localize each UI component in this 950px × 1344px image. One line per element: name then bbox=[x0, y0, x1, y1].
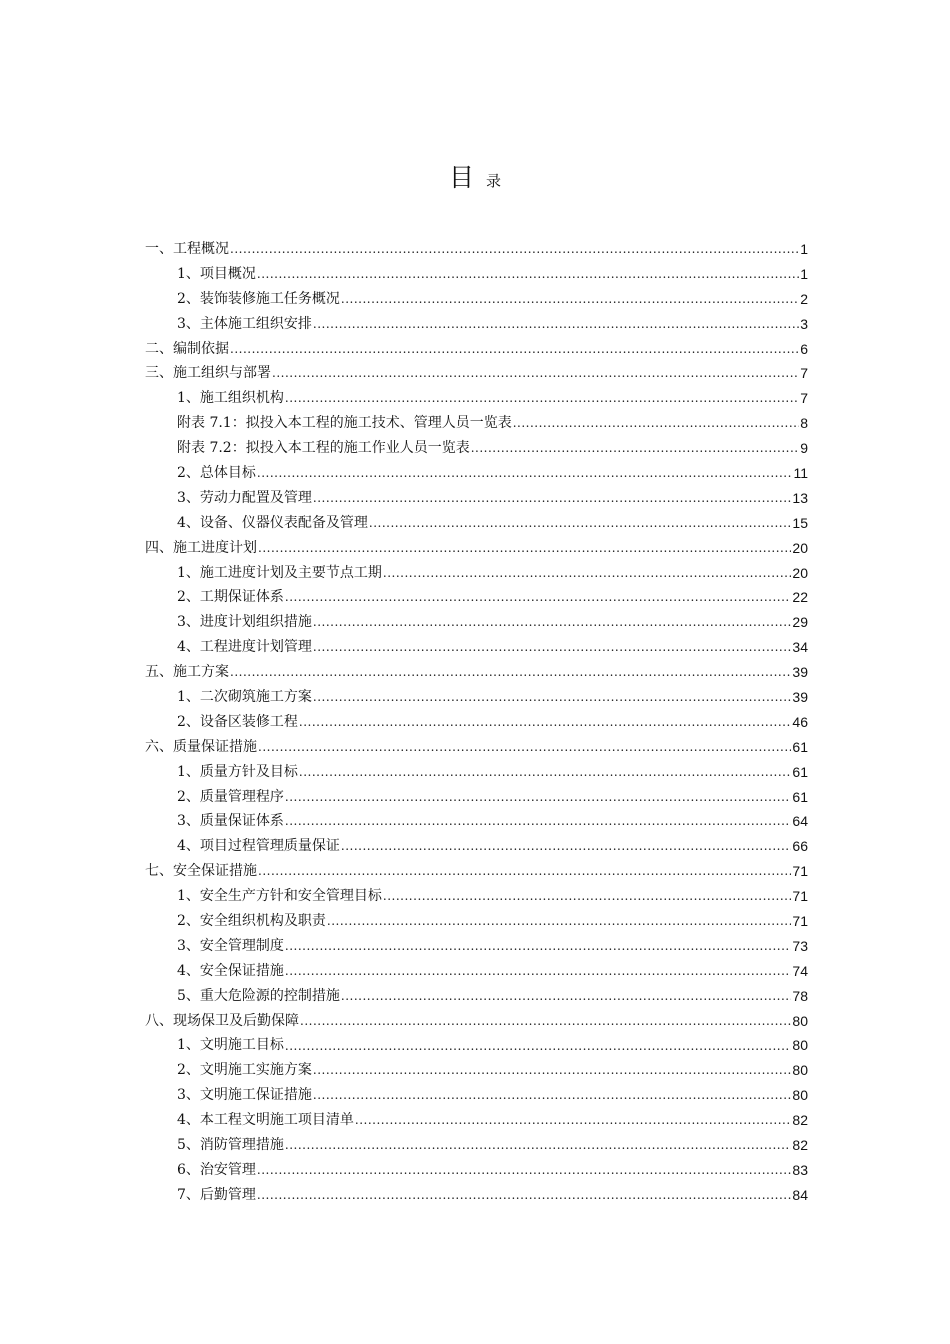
toc-entry-text: 5、重大危险源的控制措施 bbox=[177, 987, 340, 1004]
toc-entry-subsection[interactable] bbox=[145, 386, 808, 411]
toc-entry-text: 一、工程概况 bbox=[145, 240, 229, 257]
toc-entry-text: 二、编制依据 bbox=[145, 340, 229, 357]
toc-entry-section[interactable] bbox=[145, 237, 808, 262]
toc-entry-text: 4、设备、仪器仪表配备及管理 bbox=[177, 514, 368, 531]
toc-entry-page-number: 71 bbox=[792, 888, 808, 905]
toc-entry-text: 1、施工进度计划及主要节点工期 bbox=[177, 564, 382, 581]
toc-entry-text: 3、质量保证体系 bbox=[177, 813, 284, 830]
toc-entry-page-number: 66 bbox=[792, 838, 808, 855]
toc-dot-leader bbox=[313, 486, 792, 511]
toc-dot-leader bbox=[341, 834, 792, 859]
toc-entry-text: 1、项目概况 bbox=[177, 265, 256, 282]
toc-entry-text: 2、工期保证体系 bbox=[177, 589, 284, 606]
toc-dot-leader bbox=[285, 386, 799, 411]
toc-dot-leader bbox=[257, 461, 793, 486]
toc-title-sub: 录 bbox=[486, 172, 502, 190]
toc-entry-page-number: 7 bbox=[800, 390, 808, 407]
toc-entry-subsection[interactable] bbox=[145, 287, 808, 312]
toc-dot-leader bbox=[313, 635, 792, 660]
toc-entry-page-number: 82 bbox=[792, 1112, 808, 1129]
toc-dot-leader bbox=[299, 760, 792, 785]
toc-dot-leader bbox=[313, 610, 792, 635]
toc-entry-text: 2、安全组织机构及职责 bbox=[177, 913, 326, 930]
toc-entry-page-number: 13 bbox=[792, 489, 808, 506]
toc-dot-leader bbox=[313, 685, 792, 710]
toc-entry-text: 7、后勤管理 bbox=[177, 1186, 256, 1203]
toc-entry-text: 2、文明施工实施方案 bbox=[177, 1062, 312, 1079]
toc-title bbox=[0, 158, 950, 194]
toc-dot-leader bbox=[230, 660, 791, 685]
toc-dot-leader bbox=[285, 809, 792, 834]
toc-entry-page-number: 74 bbox=[792, 962, 808, 979]
toc-entry-subsection[interactable] bbox=[145, 436, 808, 461]
toc-entry-text: 七、安全保证措施 bbox=[145, 863, 257, 880]
toc-entry-subsection[interactable] bbox=[145, 1083, 808, 1108]
toc-dot-leader bbox=[285, 934, 792, 959]
toc-entry-text: 四、施工进度计划 bbox=[145, 539, 257, 556]
toc-entry-page-number: 84 bbox=[792, 1186, 808, 1203]
toc-entry-page-number: 9 bbox=[800, 440, 808, 457]
toc-entry-text: 4、工程进度计划管理 bbox=[177, 639, 312, 656]
toc-dot-leader bbox=[341, 984, 792, 1009]
toc-entry-subsection[interactable] bbox=[145, 1133, 808, 1158]
toc-entry-page-number: 15 bbox=[792, 514, 808, 531]
toc-dot-leader bbox=[383, 884, 792, 909]
toc-entry-subsection[interactable] bbox=[145, 1058, 808, 1083]
toc-dot-leader bbox=[471, 436, 799, 461]
toc-entry-subsection[interactable] bbox=[145, 511, 808, 536]
toc-entry-subsection[interactable] bbox=[145, 685, 808, 710]
toc-entry-section[interactable] bbox=[145, 536, 808, 561]
toc-entry-page-number: 2 bbox=[800, 290, 808, 307]
toc-entry-section[interactable] bbox=[145, 859, 808, 884]
toc-entry-text: 2、总体目标 bbox=[177, 465, 256, 481]
toc-dot-leader bbox=[369, 511, 792, 536]
toc-dot-leader bbox=[313, 1058, 792, 1083]
table-of-contents bbox=[145, 237, 808, 1208]
toc-entry-subsection[interactable] bbox=[145, 834, 808, 859]
toc-entry-page-number: 39 bbox=[792, 689, 808, 706]
toc-dot-leader bbox=[257, 1158, 792, 1183]
toc-dot-leader bbox=[258, 536, 791, 561]
toc-dot-leader bbox=[313, 312, 799, 337]
toc-entry-page-number: 71 bbox=[792, 863, 808, 880]
toc-dot-leader bbox=[341, 287, 799, 312]
toc-dot-leader bbox=[300, 1009, 791, 1034]
toc-entry-page-number: 61 bbox=[792, 763, 808, 780]
toc-entry-subsection[interactable] bbox=[145, 461, 808, 486]
toc-entry-page-number: 46 bbox=[792, 713, 808, 730]
toc-entry-section[interactable] bbox=[145, 337, 808, 362]
toc-entry-text: 六、质量保证措施 bbox=[145, 738, 257, 755]
toc-dot-leader bbox=[327, 909, 792, 934]
toc-entry-text: 4、项目过程管理质量保证 bbox=[177, 838, 340, 855]
toc-entry-section[interactable] bbox=[145, 1009, 808, 1034]
toc-entry-page-number: 29 bbox=[792, 614, 808, 631]
toc-entry-text: 五、施工方案 bbox=[145, 664, 229, 681]
toc-entry-subsection[interactable] bbox=[145, 785, 808, 810]
toc-dot-leader bbox=[313, 1083, 792, 1108]
toc-entry-text: 1、二次砌筑施工方案 bbox=[177, 689, 312, 706]
toc-entry-subsection[interactable] bbox=[145, 262, 808, 287]
toc-dot-leader bbox=[285, 785, 792, 810]
toc-entry-subsection[interactable] bbox=[145, 585, 808, 610]
toc-entry-text: 1、施工组织机构 bbox=[177, 390, 284, 407]
toc-entry-subsection[interactable] bbox=[145, 312, 808, 337]
toc-entry-subsection[interactable] bbox=[145, 809, 808, 834]
toc-entry-subsection[interactable] bbox=[145, 1158, 808, 1183]
toc-entry-page-number: 7 bbox=[800, 365, 808, 382]
toc-dot-leader bbox=[258, 735, 791, 760]
toc-entry-subsection[interactable] bbox=[145, 411, 808, 436]
toc-entry-subsection[interactable] bbox=[145, 909, 808, 934]
toc-entry-text: 5、消防管理措施 bbox=[177, 1137, 284, 1154]
toc-entry-subsection[interactable] bbox=[145, 486, 808, 511]
toc-entry-text: 2、装饰装修施工任务概况 bbox=[177, 290, 340, 307]
toc-dot-leader bbox=[257, 1183, 792, 1208]
toc-entry-text: 1、质量方针及目标 bbox=[177, 763, 298, 780]
toc-entry-text: 4、本工程文明施工项目清单 bbox=[177, 1112, 354, 1129]
toc-entry-page-number: 83 bbox=[792, 1161, 808, 1178]
toc-dot-leader bbox=[299, 710, 792, 735]
toc-dot-leader bbox=[513, 411, 799, 436]
toc-dot-leader bbox=[258, 859, 791, 884]
toc-entry-page-number: 61 bbox=[792, 738, 808, 755]
toc-entry-subsection[interactable] bbox=[145, 760, 808, 785]
toc-entry-page-number: 20 bbox=[792, 564, 808, 581]
toc-entry-text: 3、主体施工组织安排 bbox=[177, 315, 312, 332]
toc-entry-page-number: 82 bbox=[792, 1137, 808, 1154]
toc-dot-leader bbox=[285, 1034, 792, 1059]
toc-dot-leader bbox=[285, 585, 792, 610]
toc-entry-page-number: 64 bbox=[792, 813, 808, 830]
toc-entry-subsection[interactable] bbox=[145, 959, 808, 984]
toc-entry-page-number: 80 bbox=[792, 1087, 808, 1104]
toc-entry-page-number: 6 bbox=[800, 340, 808, 357]
toc-entry-page-number: 73 bbox=[792, 937, 808, 954]
toc-dot-leader bbox=[355, 1108, 792, 1133]
toc-entry-page-number: 78 bbox=[792, 987, 808, 1004]
toc-entry-page-number: 1 bbox=[800, 240, 808, 257]
toc-dot-leader bbox=[230, 237, 799, 262]
toc-entry-section[interactable] bbox=[145, 735, 808, 760]
toc-entry-page-number: 80 bbox=[792, 1037, 808, 1054]
toc-entry-text: 3、文明施工保证措施 bbox=[177, 1087, 312, 1104]
toc-entry-page-number: 20 bbox=[792, 539, 808, 556]
toc-entry-subsection[interactable] bbox=[145, 1034, 808, 1059]
toc-entry-text: 附表 7.2：拟投入本工程的施工作业人员一览表 bbox=[177, 440, 470, 457]
toc-entry-subsection[interactable] bbox=[145, 561, 808, 586]
toc-dot-leader bbox=[383, 561, 792, 586]
toc-entry-text: 6、治安管理 bbox=[177, 1161, 256, 1178]
toc-entry-subsection[interactable] bbox=[145, 884, 808, 909]
toc-entry-text: 1、安全生产方针和安全管理目标 bbox=[177, 888, 382, 905]
toc-entry-text: 2、设备区装修工程 bbox=[177, 713, 298, 730]
toc-entry-page-number: 39 bbox=[792, 664, 808, 681]
toc-entry-text: 4、安全保证措施 bbox=[177, 962, 284, 979]
toc-dot-leader bbox=[285, 1133, 792, 1158]
toc-entry-page-number: 8 bbox=[800, 415, 808, 432]
toc-entry-page-number: 11 bbox=[793, 465, 808, 481]
toc-entry-page-number: 22 bbox=[792, 589, 808, 606]
toc-dot-leader bbox=[272, 361, 799, 386]
toc-entry-section[interactable] bbox=[145, 660, 808, 685]
toc-dot-leader bbox=[257, 262, 799, 287]
toc-entry-text: 2、质量管理程序 bbox=[177, 788, 284, 805]
toc-entry-page-number: 80 bbox=[792, 1062, 808, 1079]
toc-entry-page-number: 34 bbox=[792, 639, 808, 656]
toc-entry-subsection[interactable] bbox=[145, 1108, 808, 1133]
toc-entry-subsection[interactable] bbox=[145, 984, 808, 1009]
toc-entry-subsection[interactable] bbox=[145, 635, 808, 660]
toc-entry-page-number: 80 bbox=[792, 1012, 808, 1029]
toc-entry-text: 八、现场保卫及后勤保障 bbox=[145, 1012, 299, 1029]
toc-entry-text: 三、施工组织与部署 bbox=[145, 365, 271, 382]
toc-entry-page-number: 71 bbox=[792, 913, 808, 930]
toc-dot-leader bbox=[285, 959, 792, 984]
toc-dot-leader bbox=[230, 337, 799, 362]
toc-entry-text: 3、安全管理制度 bbox=[177, 937, 284, 954]
toc-entry-text: 1、文明施工目标 bbox=[177, 1037, 284, 1054]
toc-entry-text: 3、劳动力配置及管理 bbox=[177, 489, 312, 506]
toc-title-main: 目 bbox=[448, 163, 474, 192]
toc-entry-subsection[interactable] bbox=[145, 610, 808, 635]
toc-entry-subsection[interactable] bbox=[145, 1183, 808, 1208]
toc-entry-text: 3、进度计划组织措施 bbox=[177, 614, 312, 631]
toc-entry-section[interactable] bbox=[145, 361, 808, 386]
toc-entry-text: 附表 7.1：拟投入本工程的施工技术、管理人员一览表 bbox=[177, 415, 512, 432]
toc-entry-page-number: 3 bbox=[800, 315, 808, 332]
toc-entry-page-number: 1 bbox=[800, 265, 808, 282]
toc-entry-subsection[interactable] bbox=[145, 710, 808, 735]
toc-entry-page-number: 61 bbox=[792, 788, 808, 805]
toc-entry-subsection[interactable] bbox=[145, 934, 808, 959]
